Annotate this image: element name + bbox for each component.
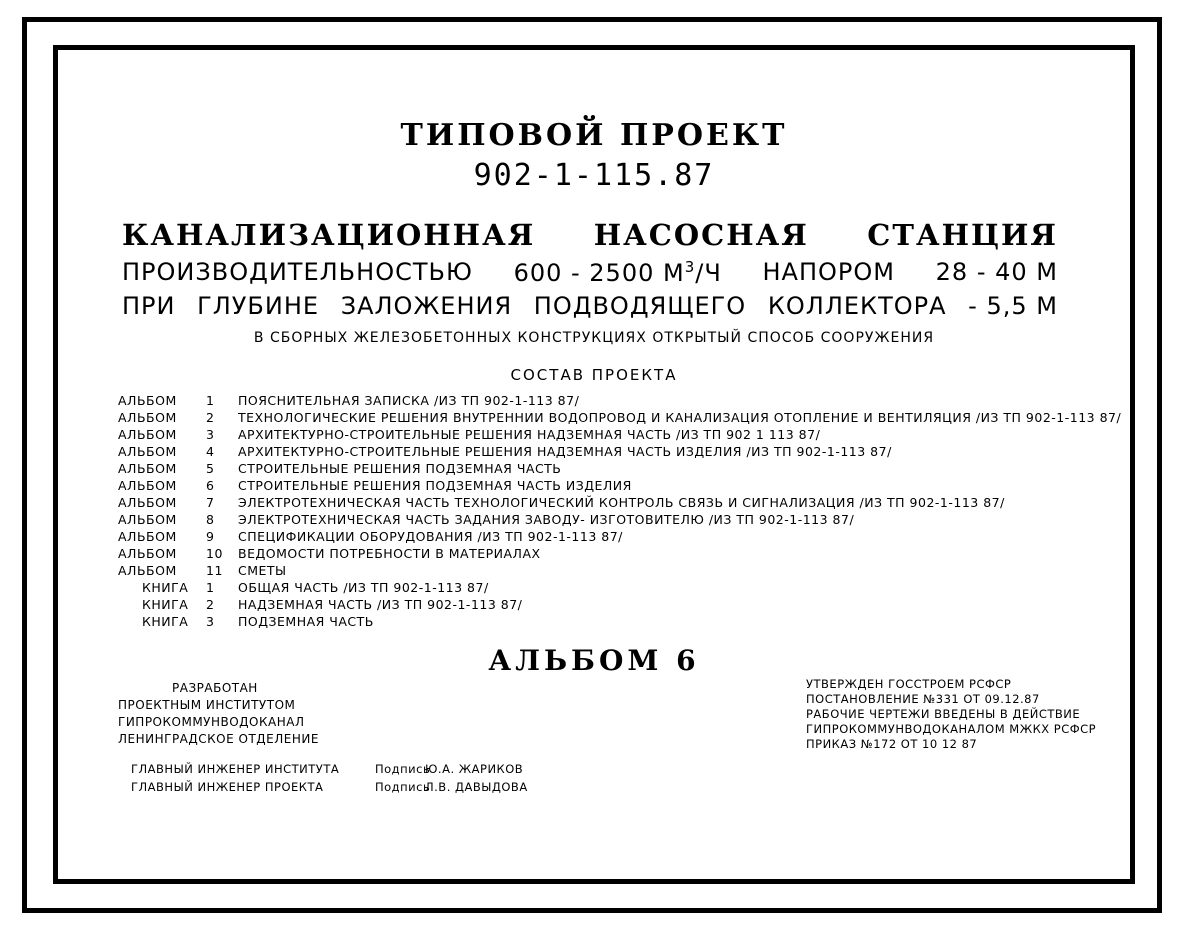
item-text: АРХИТЕКТУРНО-СТРОИТЕЛЬНЫЕ РЕШЕНИЯ НАДЗЕМНАЯ ЧАСТЬ /ИЗ ТП 902 1 113 87/ bbox=[238, 427, 821, 442]
item-text: ПОДЗЕМНАЯ ЧАСТЬ bbox=[238, 614, 374, 629]
composition-item bbox=[118, 528, 1121, 545]
item-number: 8 bbox=[206, 512, 215, 527]
item-text: ПОЯСНИТЕЛЬНАЯ ЗАПИСКА /ИЗ ТП 902-1-113 87/ bbox=[238, 393, 580, 408]
developer-block bbox=[118, 680, 319, 748]
item-number: 11 bbox=[206, 563, 223, 578]
approval-line: РАБОЧИЕ ЧЕРТЕЖИ ВВЕДЕНЫ В ДЕЙСТВИЕ bbox=[806, 707, 1081, 721]
signature-label: Подпись bbox=[375, 762, 431, 776]
item-kind: АЛЬБОМ bbox=[118, 444, 177, 459]
item-text: ТЕХНОЛОГИЧЕСКИЕ РЕШЕНИЯ ВНУТРЕННИИ ВОДОПРОВОД И КАНАЛИЗАЦИЯ ОТОПЛЕНИЕ И ВЕНТИЛЯЦИЯ /ИЗ ТП 902-1-113 87/ bbox=[238, 410, 1122, 425]
approval-line: УТВЕРЖДЕН ГОССТРОЕМ РСФСР bbox=[806, 677, 1012, 691]
approval-line: ПОСТАНОВЛЕНИЕ №331 ОТ 09.12.87 bbox=[806, 692, 1040, 706]
title-word: ГЛУБИНЕ bbox=[197, 292, 320, 320]
head-label: НАПОРОМ bbox=[762, 258, 895, 286]
composition-item bbox=[118, 579, 1121, 596]
item-number: 6 bbox=[206, 478, 215, 493]
item-number: 9 bbox=[206, 529, 215, 544]
title-word: КАНАЛИЗАЦИОННАЯ bbox=[122, 218, 536, 252]
item-text: ВЕДОМОСТИ ПОТРЕБНОСТИ В МАТЕРИАЛАХ bbox=[238, 546, 541, 561]
item-text: СТРОИТЕЛЬНЫЕ РЕШЕНИЯ ПОДЗЕМНАЯ ЧАСТЬ bbox=[238, 461, 562, 476]
capacity-number: 600 - 2500 М bbox=[513, 259, 685, 287]
item-kind: АЛЬБОМ bbox=[118, 546, 177, 561]
item-number: 2 bbox=[206, 410, 215, 425]
item-text: НАДЗЕМНАЯ ЧАСТЬ /ИЗ ТП 902-1-113 87/ bbox=[238, 597, 523, 612]
project-type-heading: ТИПОВОЙ ПРОЕКТ bbox=[400, 118, 788, 153]
composition-item bbox=[118, 494, 1121, 511]
item-kind: АЛЬБОМ bbox=[118, 427, 177, 442]
item-kind: АЛЬБОМ bbox=[118, 563, 177, 578]
title-word: ПОДВОДЯЩЕГО bbox=[533, 292, 747, 320]
composition-item bbox=[118, 477, 1121, 494]
developer-line: ГИПРОКОММУНВОДОКАНАЛ bbox=[118, 715, 305, 729]
title-row-2 bbox=[122, 258, 1058, 287]
item-text: СТРОИТЕЛЬНЫЕ РЕШЕНИЯ ПОДЗЕМНАЯ ЧАСТЬ ИЗДЕЛИЯ bbox=[238, 478, 632, 493]
title-row-1 bbox=[122, 218, 1058, 252]
item-number: 2 bbox=[206, 597, 215, 612]
item-kind: КНИГА bbox=[142, 597, 189, 612]
composition-heading: СОСТАВ ПРОЕКТА bbox=[510, 366, 678, 384]
item-number: 1 bbox=[206, 393, 215, 408]
item-number: 7 bbox=[206, 495, 215, 510]
title-word: - 5,5 М bbox=[968, 292, 1058, 320]
project-number: 902-1-115.87 bbox=[473, 158, 715, 193]
title-word: КОЛЛЕКТОРА bbox=[767, 292, 947, 320]
title-word: ЗАЛОЖЕНИЯ bbox=[340, 292, 513, 320]
item-kind: КНИГА bbox=[142, 580, 189, 595]
capacity-label: ПРОИЗВОДИТЕЛЬНОСТЬЮ bbox=[122, 258, 473, 286]
item-kind: АЛЬБОМ bbox=[118, 529, 177, 544]
composition-item bbox=[118, 562, 1121, 579]
engineer-role: ГЛАВНЫЙ ИНЖЕНЕР ИНСТИТУТА bbox=[131, 762, 340, 776]
item-kind: АЛЬБОМ bbox=[118, 461, 177, 476]
approval-line: ГИПРОКОММУНВОДОКАНАЛОМ МЖКХ РСФСР bbox=[806, 722, 1097, 736]
composition-list bbox=[118, 392, 1121, 630]
composition-item bbox=[118, 392, 1121, 409]
item-text: ЭЛЕКТРОТЕХНИЧЕСКАЯ ЧАСТЬ ЗАДАНИЯ ЗАВОДУ- ИЗГОТОВИТЕЛЮ /ИЗ ТП 902-1-113 87/ bbox=[238, 512, 855, 527]
capacity-unit: /Ч bbox=[695, 259, 722, 287]
developer-line: ПРОЕКТНЫМ ИНСТИТУТОМ bbox=[118, 698, 296, 712]
item-kind: АЛЬБОМ bbox=[118, 410, 177, 425]
item-number: 4 bbox=[206, 444, 215, 459]
capacity-exponent: 3 bbox=[684, 258, 696, 276]
engineers-block bbox=[131, 760, 528, 796]
capacity-value bbox=[514, 258, 722, 287]
approval-line: ПРИКАЗ №172 ОТ 10 12 87 bbox=[806, 737, 978, 751]
title-row-3 bbox=[122, 292, 1058, 320]
composition-item bbox=[118, 545, 1121, 562]
engineer-name: Ю.А. ЖАРИКОВ bbox=[425, 762, 524, 776]
composition-item bbox=[118, 596, 1121, 613]
construction-subtitle: В СБОРНЫХ ЖЕЛЕЗОБЕТОННЫХ КОНСТРУКЦИЯХ ОТКРЫТЫЙ СПОСОБ СООРУЖЕНИЯ bbox=[253, 330, 935, 346]
item-text: СМЕТЫ bbox=[238, 563, 287, 578]
item-kind: КНИГА bbox=[142, 614, 189, 629]
composition-item bbox=[118, 460, 1121, 477]
item-text: ЭЛЕКТРОТЕХНИЧЕСКАЯ ЧАСТЬ ТЕХНОЛОГИЧЕСКИЙ КОНТРОЛЬ СВЯЗЬ И СИГНАЛИЗАЦИЯ /ИЗ ТП 902-1-113 87/ bbox=[238, 495, 1005, 510]
item-kind: АЛЬБОМ bbox=[118, 478, 177, 493]
engineer-role: ГЛАВНЫЙ ИНЖЕНЕР ПРОЕКТА bbox=[131, 780, 324, 794]
composition-item bbox=[118, 443, 1121, 460]
item-kind: АЛЬБОМ bbox=[118, 495, 177, 510]
composition-item bbox=[118, 409, 1121, 426]
engineer-row bbox=[131, 760, 528, 778]
composition-item bbox=[118, 511, 1121, 528]
developer-line: РАЗРАБОТАН bbox=[172, 681, 258, 695]
head-value: 28 - 40 М bbox=[935, 258, 1058, 286]
item-text: СПЕЦИФИКАЦИИ ОБОРУДОВАНИЯ /ИЗ ТП 902-1-113 87/ bbox=[238, 529, 623, 544]
title-word: ПРИ bbox=[122, 292, 176, 320]
composition-item bbox=[118, 613, 1121, 630]
item-kind: АЛЬБОМ bbox=[118, 393, 177, 408]
item-number: 3 bbox=[206, 427, 215, 442]
item-number: 10 bbox=[206, 546, 223, 561]
item-text: АРХИТЕКТУРНО-СТРОИТЕЛЬНЫЕ РЕШЕНИЯ НАДЗЕМНАЯ ЧАСТЬ ИЗДЕЛИЯ /ИЗ ТП 902-1-113 87/ bbox=[238, 444, 892, 459]
item-number: 3 bbox=[206, 614, 215, 629]
composition-item bbox=[118, 426, 1121, 443]
album-label: АЛЬБОМ 6 bbox=[488, 644, 700, 677]
title-word: НАСОСНАЯ bbox=[593, 218, 809, 252]
item-text: ОБЩАЯ ЧАСТЬ /ИЗ ТП 902-1-113 87/ bbox=[238, 580, 489, 595]
engineer-name: Л.В. ДАВЫДОВА bbox=[425, 780, 528, 794]
engineer-row bbox=[131, 778, 528, 796]
title-word: СТАНЦИЯ bbox=[867, 218, 1058, 252]
developer-line: ЛЕНИНГРАДСКОЕ ОТДЕЛЕНИЕ bbox=[118, 732, 319, 746]
item-number: 1 bbox=[206, 580, 215, 595]
item-kind: АЛЬБОМ bbox=[118, 512, 177, 527]
signature-label: Подпись bbox=[375, 780, 431, 794]
item-number: 5 bbox=[206, 461, 215, 476]
approval-block bbox=[806, 677, 1096, 752]
